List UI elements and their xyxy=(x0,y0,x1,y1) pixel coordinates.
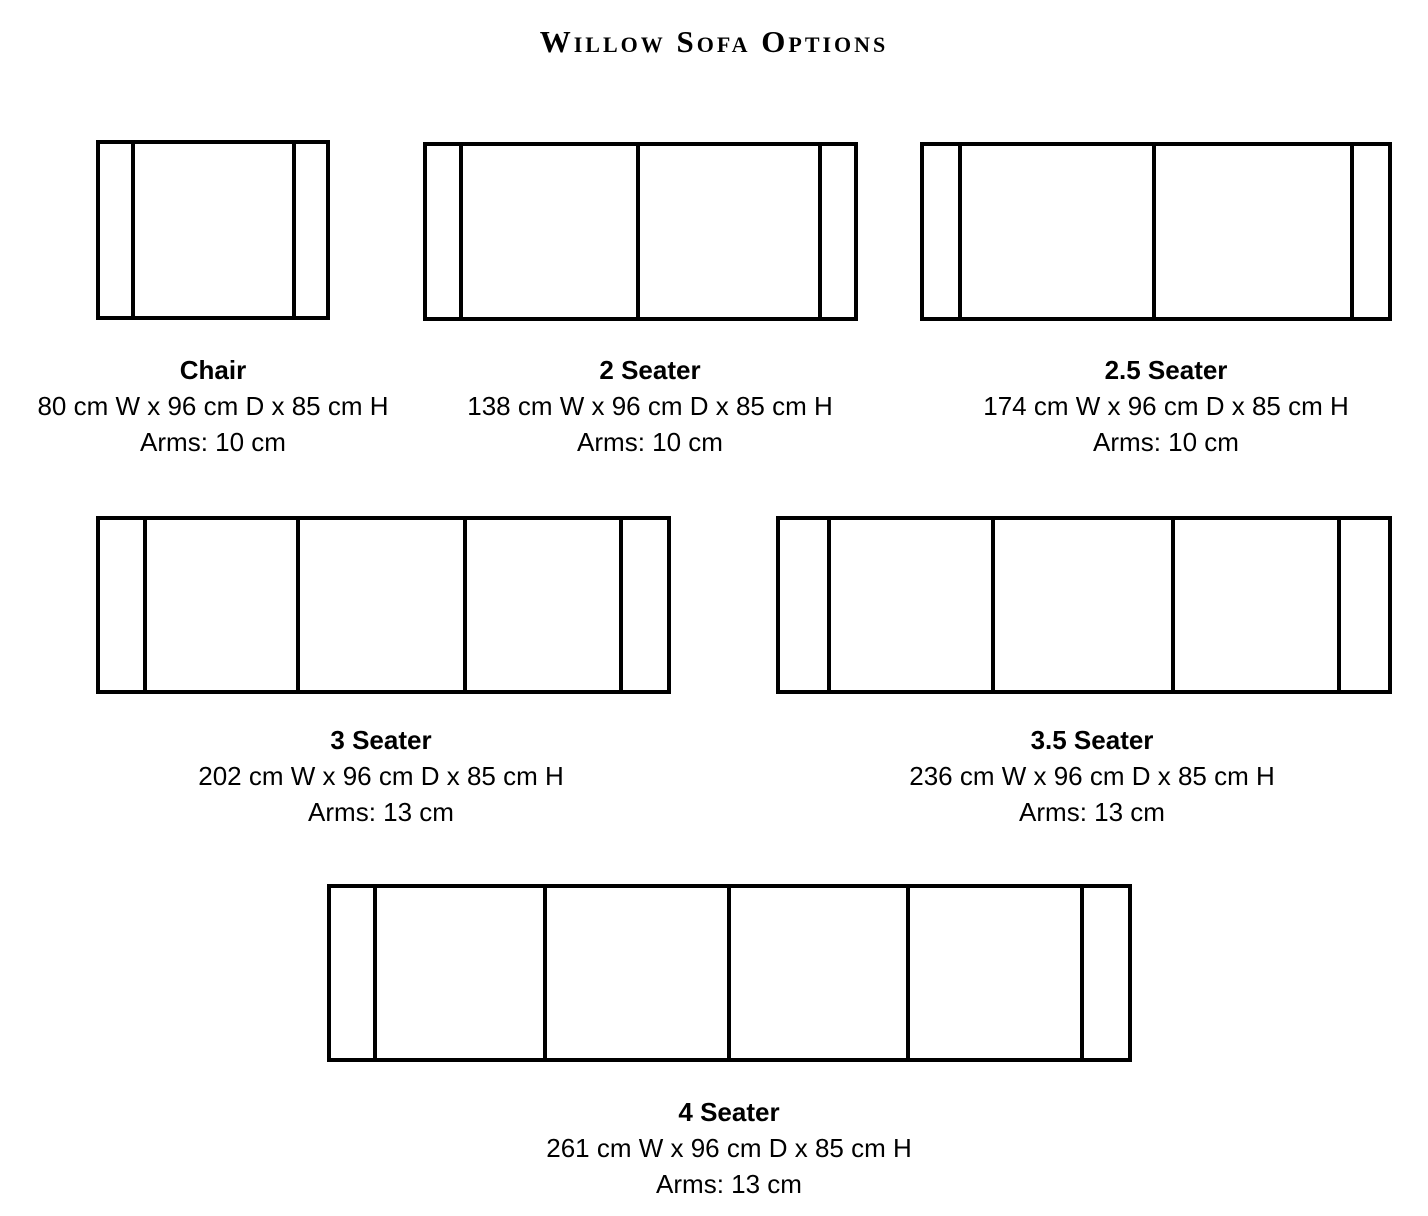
sofa-outline xyxy=(98,518,669,692)
sofa-diagram-chair xyxy=(98,142,328,318)
sofa-arms: Arms: 10 cm xyxy=(577,427,723,457)
caption-chair xyxy=(13,352,413,460)
sofa-name: 2.5 Seater xyxy=(1104,355,1228,385)
sofa-dimensions: 80 cm W x 96 cm D x 85 cm H xyxy=(37,391,389,421)
sofa-diagram-3-5-seater xyxy=(778,518,1390,692)
sofa-arms: Arms: 10 cm xyxy=(140,427,286,457)
sofa-diagram-2-seater xyxy=(425,144,856,319)
sofa-arms: Arms: 13 cm xyxy=(656,1169,802,1199)
caption-3-5-seater xyxy=(882,722,1302,830)
caption-3-seater xyxy=(171,722,591,830)
caption-2-seater xyxy=(440,352,860,460)
sofa-dimensions: 138 cm W x 96 cm D x 85 cm H xyxy=(467,391,833,421)
sofa-outline xyxy=(425,144,856,319)
sofa-name: 3.5 Seater xyxy=(1030,725,1154,755)
sofa-dimensions: 261 cm W x 96 cm D x 85 cm H xyxy=(546,1133,912,1163)
caption-4-seater xyxy=(519,1094,939,1202)
sofa-diagram-3-seater xyxy=(98,518,669,692)
sofa-dimensions: 236 cm W x 96 cm D x 85 cm H xyxy=(909,761,1275,791)
sofa-arms: Arms: 13 cm xyxy=(1019,797,1165,827)
sofa-outline xyxy=(778,518,1390,692)
sofa-name: 4 Seater xyxy=(678,1097,780,1127)
page-title: Willow Sofa Options xyxy=(539,24,889,59)
sofa-diagram-2-5-seater xyxy=(922,144,1390,319)
caption-2-5-seater xyxy=(956,352,1376,460)
sofa-name: 3 Seater xyxy=(330,725,432,755)
sofa-dimensions: 202 cm W x 96 cm D x 85 cm H xyxy=(198,761,564,791)
sofa-arms: Arms: 13 cm xyxy=(308,797,454,827)
sofa-name: Chair xyxy=(179,355,247,385)
sofa-diagram-4-seater xyxy=(329,886,1130,1060)
sofa-arms: Arms: 10 cm xyxy=(1093,427,1239,457)
sofa-name: 2 Seater xyxy=(599,355,701,385)
sofa-dimensions: 174 cm W x 96 cm D x 85 cm H xyxy=(983,391,1349,421)
